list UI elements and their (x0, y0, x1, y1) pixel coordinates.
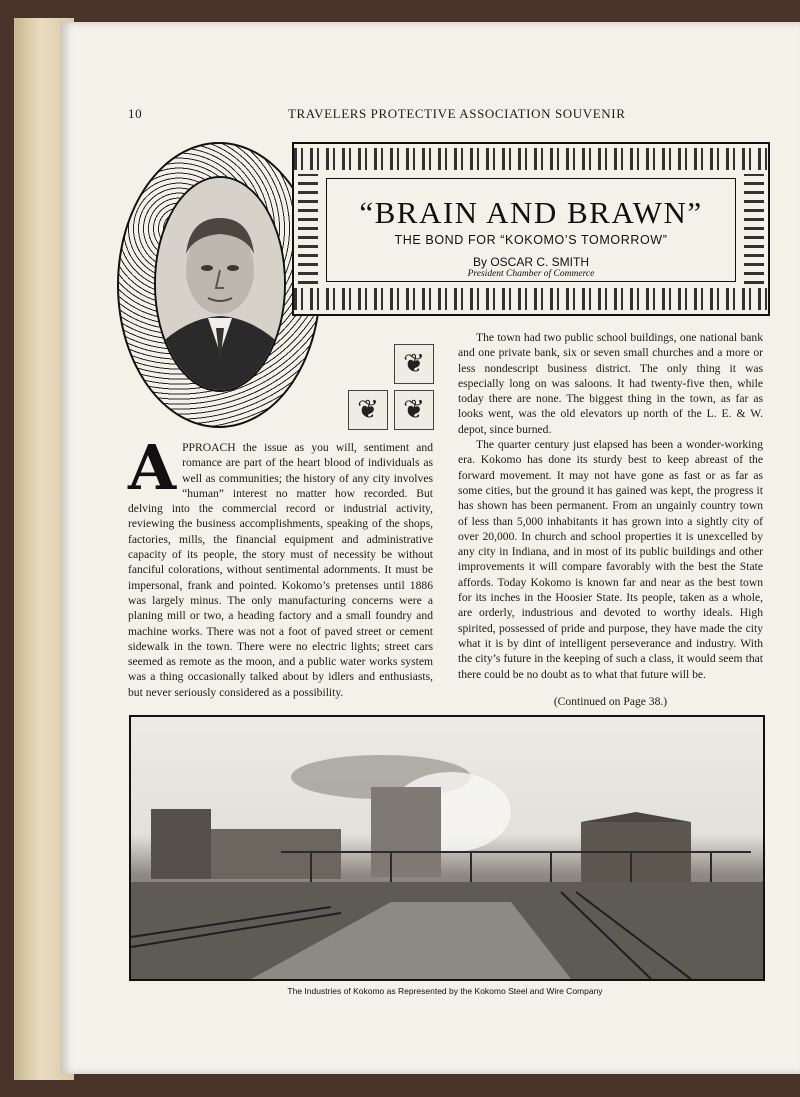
author-title: President Chamber of Commerce (467, 269, 595, 279)
title-banner (292, 142, 770, 316)
article-subheadline: THE BOND FOR “KOKOMO’S TOMORROW” (394, 233, 668, 247)
portrait-illustration (156, 178, 284, 390)
page-number: 10 (128, 106, 143, 121)
lily-ornament-icon: ❦ (348, 390, 388, 430)
continued-note: (Continued on Page 38.) (553, 694, 668, 708)
factory-photograph (129, 715, 765, 981)
article-paragraph (128, 431, 433, 700)
article-column-right (458, 330, 763, 709)
publication-title: TRAVELERS PROTECTIVE ASSOCIATION SOUVENIR (288, 106, 626, 121)
banner-ornament-bottom (294, 288, 768, 310)
article-column-left (128, 431, 433, 700)
lily-ornament-icon: ❦ (394, 390, 434, 430)
article-paragraph: The quarter century just elapsed has been a wonder-working era. Kokomo has done its sturdy best to keep abreast of the forward movement. It may not have gone as fast or as far as some cities, but the ground it has gained was kept, the progress it has shown has been permanent. From an ungainly country town of less than 5,000 inhabitants it has grown into a sightly city of over 20,000. In church and school properties it is unexcelled by any city in Indiana, and in most of its public buildings and other improvements it will compare favorably with the best the State affords. Today Kokomo is known far and near as the best town for its inches in the Hoosier State. Its people, taken as a whole, are orderly, industrious and devoted to worthy ideals. High spirited, possessed of pride and purpose, they have made the city what it is by dint of intelligent perseverance and industry. With the city’s future in the keeping of such a class, it would seem that there could be no doubt as to what that future will be. (458, 438, 763, 681)
article-byline: By OSCAR C. SMITH (472, 255, 589, 269)
article-paragraph: The town had two public school buildings, one national bank and one private bank, six or seven small churches and a more or less nondescript business district. The only thing it was especially long on was saloons. It had twenty-five then, while today there are none. The biggest thing in the town, as far as looks went, was the old elevators up north of the L. E. & W. depot, since burned. (458, 331, 763, 436)
article-headline: “BRAIN AND BRAWN” (359, 195, 703, 230)
running-head (128, 106, 788, 128)
author-portrait (154, 176, 286, 392)
lily-ornament-icon: ❦ (394, 344, 434, 384)
drop-cap: A (128, 431, 177, 504)
banner-ornament-top (294, 148, 768, 170)
paragraph-text: PPROACH the issue as you will, sentiment and romance are part of the heart blood of individuals as well as communities; the history of any city involves “human” interest no matter how recorded. But delving into the commercial record or industrial activity, reviewing the business accomplishments, speaking of the shops, factories, mills, the financial equipment and administrative capacity of its people, the story must of necessity be without fanciful colorations, without sentimental adornments. It must be impersonal, frank and pointed. Kokomo’s pretenses until 1886 was largely minus. The only manufacturing concerns were a planing mill or two, a heading factory and a small foundry and machine works. There was not a foot of paved street or cement sidewalk in the town. There were no electric lights; street cars seemed as remote as the moon, and a public water works system was a thing occasionally talked about by idlers and enthusiasts, but never seriously considered as a possibility. (128, 441, 433, 699)
banner-ornament-left (298, 174, 318, 284)
steel-works-illustration (131, 717, 763, 979)
banner-ornament-right (744, 174, 764, 284)
photo-caption: The Industries of Kokomo as Represented by the Kokomo Steel and Wire Company (287, 986, 603, 996)
title-box (326, 178, 736, 282)
